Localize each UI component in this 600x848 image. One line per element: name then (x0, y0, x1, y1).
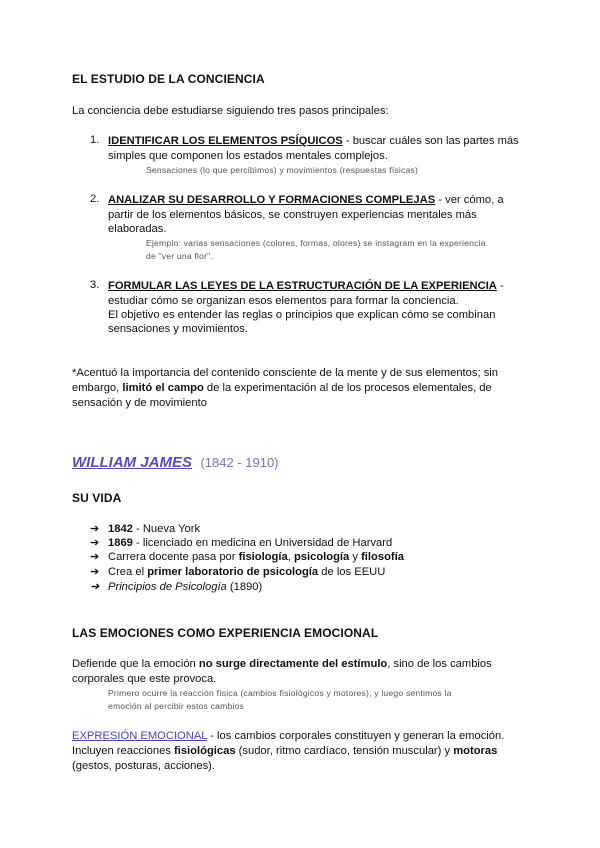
vida-book-title: Principios de Psicología (108, 581, 227, 593)
step-3-line-2: estudiar cómo se organizan esos elementos para formar la conciencia. (108, 295, 459, 307)
vida-bold-fisiologia: fisiología (238, 551, 288, 563)
intro-paragraph: La conciencia debe estudiarse siguiendo tres pasos principales: (72, 105, 389, 117)
step-3-line-4: sensaciones y movimientos. (108, 323, 248, 335)
step-2-note-2: de "ver una flor". (146, 251, 214, 261)
step-2-desc: - ver cómo, a (435, 194, 504, 206)
step-2-line-1 (108, 193, 548, 208)
list-item (90, 550, 404, 565)
expresion-line-2 (72, 744, 497, 759)
step-3-desc: - (496, 280, 504, 292)
step-1-line-1 (108, 134, 548, 149)
expresion-line-3: (gestos, posturas, acciones). (72, 760, 216, 772)
emociones-text: , sino de los cambios (387, 658, 492, 670)
expresion-text: Incluyen reacciones (72, 745, 174, 757)
step-2-line-3: elaboradas. (108, 223, 167, 235)
expresion-bold-motoras: motoras (453, 745, 498, 757)
footnote-line-3: sensación y de movimiento (72, 397, 207, 409)
step-1-note: Sensaciones (lo que percibimos) y movimientos (respuestas físicas) (146, 165, 419, 175)
step-2-line-2: partir de los elementos básicos, se construyen experiencias mentales más (108, 209, 477, 221)
step-2-number: 2. (90, 193, 100, 205)
list-item (90, 565, 385, 580)
step-3-title: FORMULAR LAS LEYES DE LA ESTRUCTURACIÓN DE LA EXPERIENCIA (108, 280, 497, 292)
expresion-text: (sudor, ritmo cardíaco, tensión muscular) y (235, 745, 454, 757)
step-1-title: IDENTIFICAR LOS ELEMENTOS PSÍQUICOS (108, 135, 343, 147)
step-3-line-3: El objetivo es entender las reglas o principios que explican cómo se combinan (108, 309, 496, 321)
step-3-line-1 (108, 279, 548, 294)
arrow-icon: ➔ (90, 537, 100, 549)
vida-year-1842: 1842 (108, 523, 133, 535)
vida-text: , (287, 551, 294, 563)
footnote-bold: limitó el campo (122, 382, 204, 394)
section-title-emociones: LAS EMOCIONES COMO EXPERIENCIA EMOCIONAL (72, 626, 379, 640)
footnote-line-2 (72, 381, 492, 396)
footnote-text: embargo, (72, 382, 123, 394)
list-item (90, 580, 262, 595)
expresion-line-1 (72, 729, 504, 744)
vida-text: (1890) (226, 581, 263, 593)
emociones-line-1 (72, 657, 492, 672)
expresion-emocional-link[interactable]: EXPRESIÓN EMOCIONAL (72, 730, 208, 742)
william-james-name[interactable]: WILLIAM JAMES (72, 454, 192, 471)
vida-text-1869: - licenciado en medicina en Universidad de Harvard (132, 537, 393, 549)
footnote-text-rest: de la experimentación al de los procesos elementales, de (203, 382, 492, 394)
footnote-line-1: *Acentuó la importancia del contenido consciente de la mente y de sus elementos; sin (72, 367, 498, 379)
vida-year-1869: 1869 (108, 537, 133, 549)
emociones-note-2: emoción al percibir estos cambios (108, 701, 245, 711)
arrow-icon: ➔ (90, 523, 100, 535)
step-1-desc: - buscar cuáles son las partes más (342, 135, 519, 147)
section-title-vida: SU VIDA (72, 491, 122, 505)
arrow-icon: ➔ (90, 581, 100, 593)
emociones-line-2: corporales que este provoca. (72, 673, 217, 685)
arrow-icon: ➔ (90, 551, 100, 563)
step-3-number: 3. (90, 279, 100, 291)
arrow-icon: ➔ (90, 566, 100, 578)
list-item (90, 536, 392, 551)
vida-bold-psicologia: psicología (293, 551, 350, 563)
emociones-note-1: Primero ocurre la reacción física (cambios fisiológicos y motores), y luego sentimos la (108, 688, 452, 698)
step-2-title: ANALIZAR SU DESARROLLO Y FORMACIONES COMPLEJAS (108, 194, 436, 206)
vida-bold-laboratorio: primer laboratorio de psicología (147, 566, 319, 578)
step-1-line-2: simples que componen los estados mentales complejos. (108, 150, 388, 162)
vida-bold-filosofia: filosofía (361, 551, 404, 563)
vida-text: de los EEUU (318, 566, 386, 578)
vida-text: y (349, 551, 362, 563)
william-james-dates: (1842 - 1910) (200, 455, 279, 470)
expresion-bold-fisiologicas: fisiológicas (174, 745, 236, 757)
step-2-note-1: Ejemplo: varias sensaciones (colores, formas, olores) se instagram en la experiencia (146, 238, 486, 248)
step-1-number: 1. (90, 134, 100, 146)
vida-text: Carrera docente pasa por (108, 551, 239, 563)
vida-text: Crea el (108, 566, 148, 578)
section-title-conciencia: EL ESTUDIO DE LA CONCIENCIA (72, 72, 265, 86)
emociones-bold: no surge directamente del estímulo (198, 658, 388, 670)
list-item (90, 522, 200, 537)
vida-text-1842: - Nueva York (132, 523, 201, 535)
emociones-text: Defiende que la emoción (72, 658, 199, 670)
expresion-text: - los cambios corporales constituyen y generan la emoción. (207, 730, 505, 742)
william-james-heading (72, 454, 279, 472)
